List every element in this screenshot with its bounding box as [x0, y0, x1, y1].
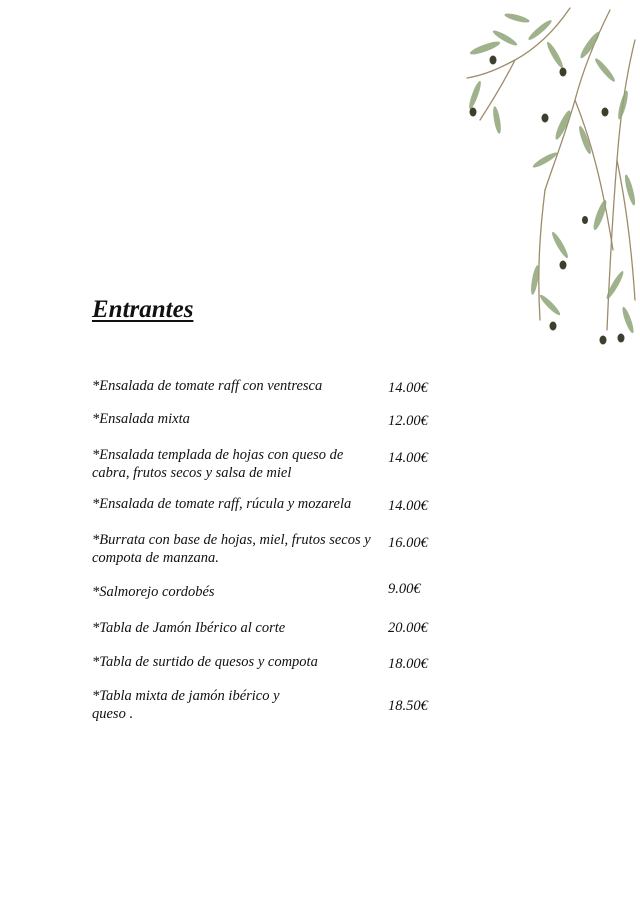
menu-item-name: *Ensalada mixta	[92, 411, 190, 427]
menu-item-price: 14.00€	[388, 380, 428, 396]
menu-item	[92, 583, 432, 601]
menu-item-price: 14.00€	[388, 450, 428, 466]
menu-item-name: *Ensalada templada de hojas con queso de cabra, frutos secos y salsa de miel	[92, 447, 344, 481]
menu-item	[92, 377, 432, 395]
menu-item-price: 9.00€	[388, 581, 421, 597]
menu-item-price: 14.00€	[388, 498, 428, 514]
menu-item-name: *Tabla de surtido de quesos y compota	[92, 654, 318, 670]
menu-item-price: 18.00€	[388, 656, 428, 672]
menu-item	[92, 531, 432, 567]
menu-item-name: *Salmorejo cordobés	[92, 584, 215, 600]
menu-item-price: 16.00€	[388, 535, 428, 551]
menu-item-name: *Ensalada de tomate raff, rúcula y mozarela	[92, 496, 352, 512]
menu-item	[92, 619, 432, 637]
olive-branch-illustration	[445, 0, 640, 370]
menu-item-name: *Tabla mixta de jamón ibérico y queso .	[92, 688, 280, 722]
menu-item-name: *Ensalada de tomate raff con ventresca	[92, 378, 323, 394]
menu-item-name: *Tabla de Jamón Ibérico al corte	[92, 620, 286, 636]
menu-item	[92, 410, 432, 428]
menu-item	[92, 495, 432, 513]
menu-item-name: *Burrata con base de hojas, miel, frutos secos y compota de manzana.	[92, 532, 371, 566]
section-title: Entrantes	[92, 296, 194, 323]
menu-item	[92, 653, 432, 671]
menu-item-price: 12.00€	[388, 413, 428, 429]
menu-item	[92, 446, 432, 482]
menu-item	[92, 687, 432, 723]
menu-item-price: 18.50€	[388, 698, 428, 714]
menu-item-price: 20.00€	[388, 620, 428, 636]
